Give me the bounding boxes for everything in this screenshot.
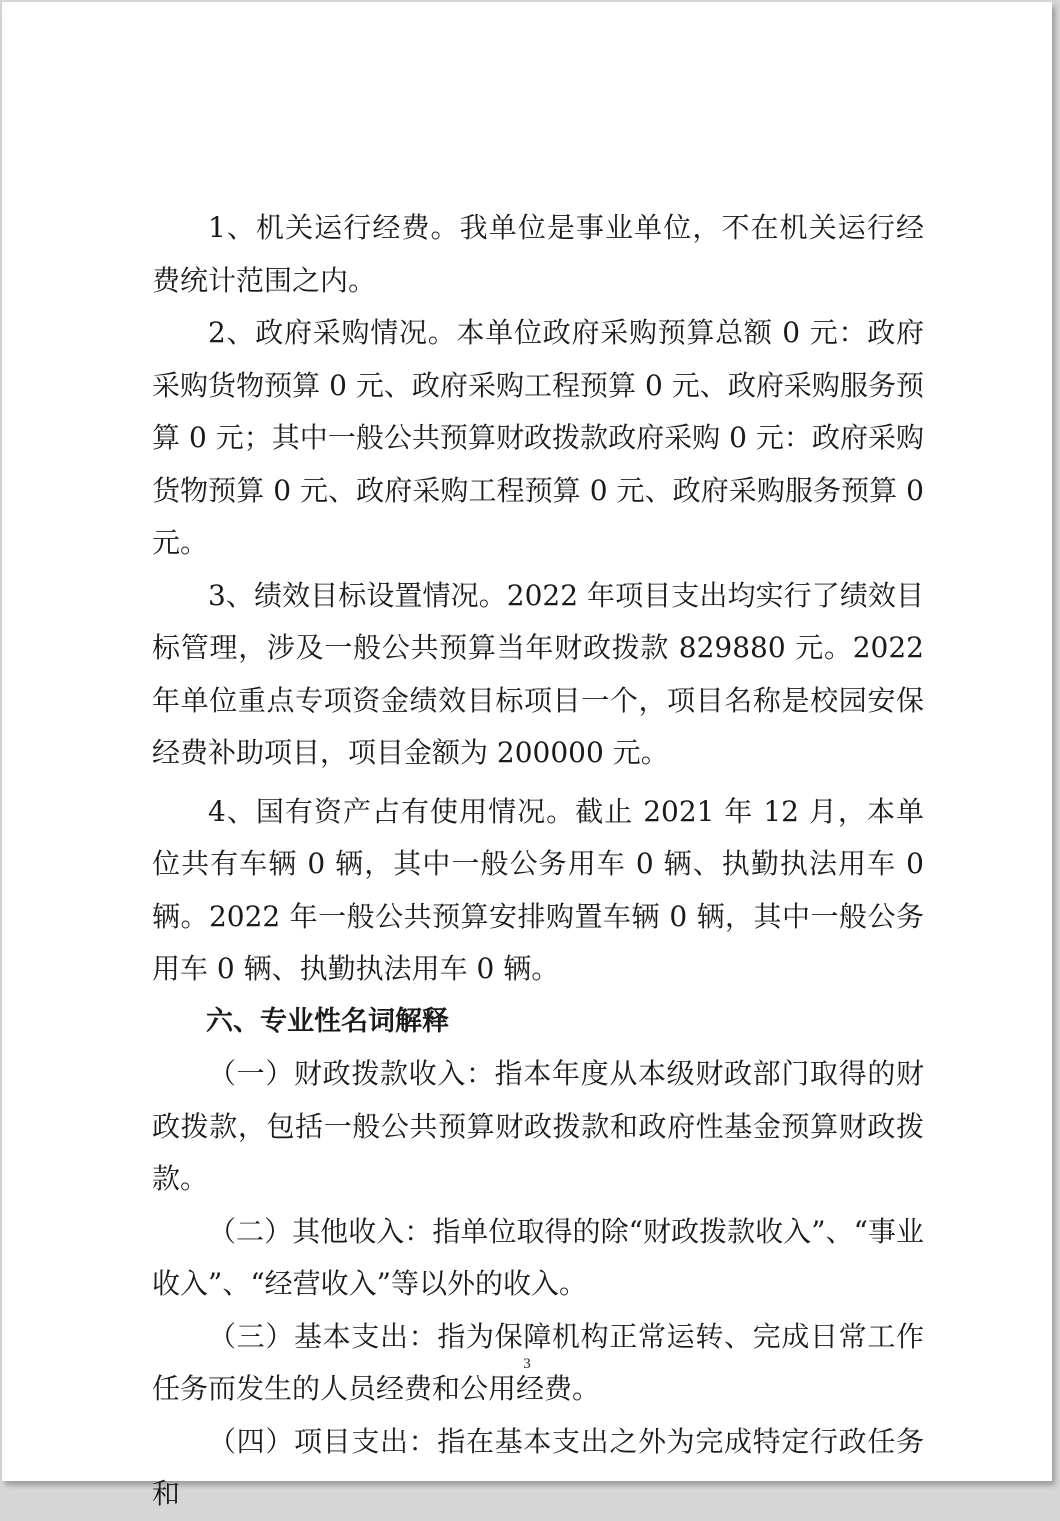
paragraph-operating-expenses: 1、机关运行经费。我单位是事业单位，不在机关运行经费统计范围之内。: [152, 211, 924, 297]
paragraph-state-assets: 4、国有资产占有使用情况。截止 2021 年 12 月，本单位共有车辆 0 辆，其中一般公务用车 0 辆、执勤执法用车 0 辆。2022 年一般公共预算安排购置车辆 0 辆，其中一般公务用车 0 辆、执勤执法用车 0 辆。: [152, 794, 924, 985]
section-heading: 六、专业性名词解释: [206, 1005, 449, 1037]
paragraph-government-procurement: 2、政府采购情况。本单位政府采购预算总额 0 元：政府采购货物预算 0 元、政府采购工程预算 0 元、政府采购服务预算 0 元；其中一般公共预算财政拨款政府采购 0 元：政府采购货物预算 0 元、政府采购工程预算 0 元、政府采购服务预算 0 元。: [152, 316, 924, 559]
paragraph-performance-targets: 3、绩效目标设置情况。2022 年项目支出均实行了绩效目标管理，涉及一般公共预算当年财政拨款 829880 元。2022 年单位重点专项资金绩效目标项目一个，项目名称是校园安保经费补助项目，项目金额为 200000 元。: [152, 578, 924, 769]
definition-other-income: （二）其他收入：指单位取得的除“财政拨款收入”、“事业收入”、“经营收入”等以外的收入。: [152, 1214, 924, 1300]
definition-project-expenditure: （四）项目支出：指在基本支出之外为完成特定行政任务和: [152, 1424, 924, 1510]
document-body: [152, 202, 924, 1521]
definition-basic-expenditure: （三）基本支出：指为保障机构正常运转、完成日常工作任务而发生的人员经费和公用经费。: [152, 1319, 924, 1405]
definition-fiscal-appropriation: （一）财政拨款收入：指本年度从本级财政部门取得的财政拨款，包括一般公共预算财政拨款和政府性基金预算财政拨款。: [152, 1057, 924, 1195]
document-page: [2, 2, 1052, 1510]
page-number: 3: [523, 1356, 531, 1372]
